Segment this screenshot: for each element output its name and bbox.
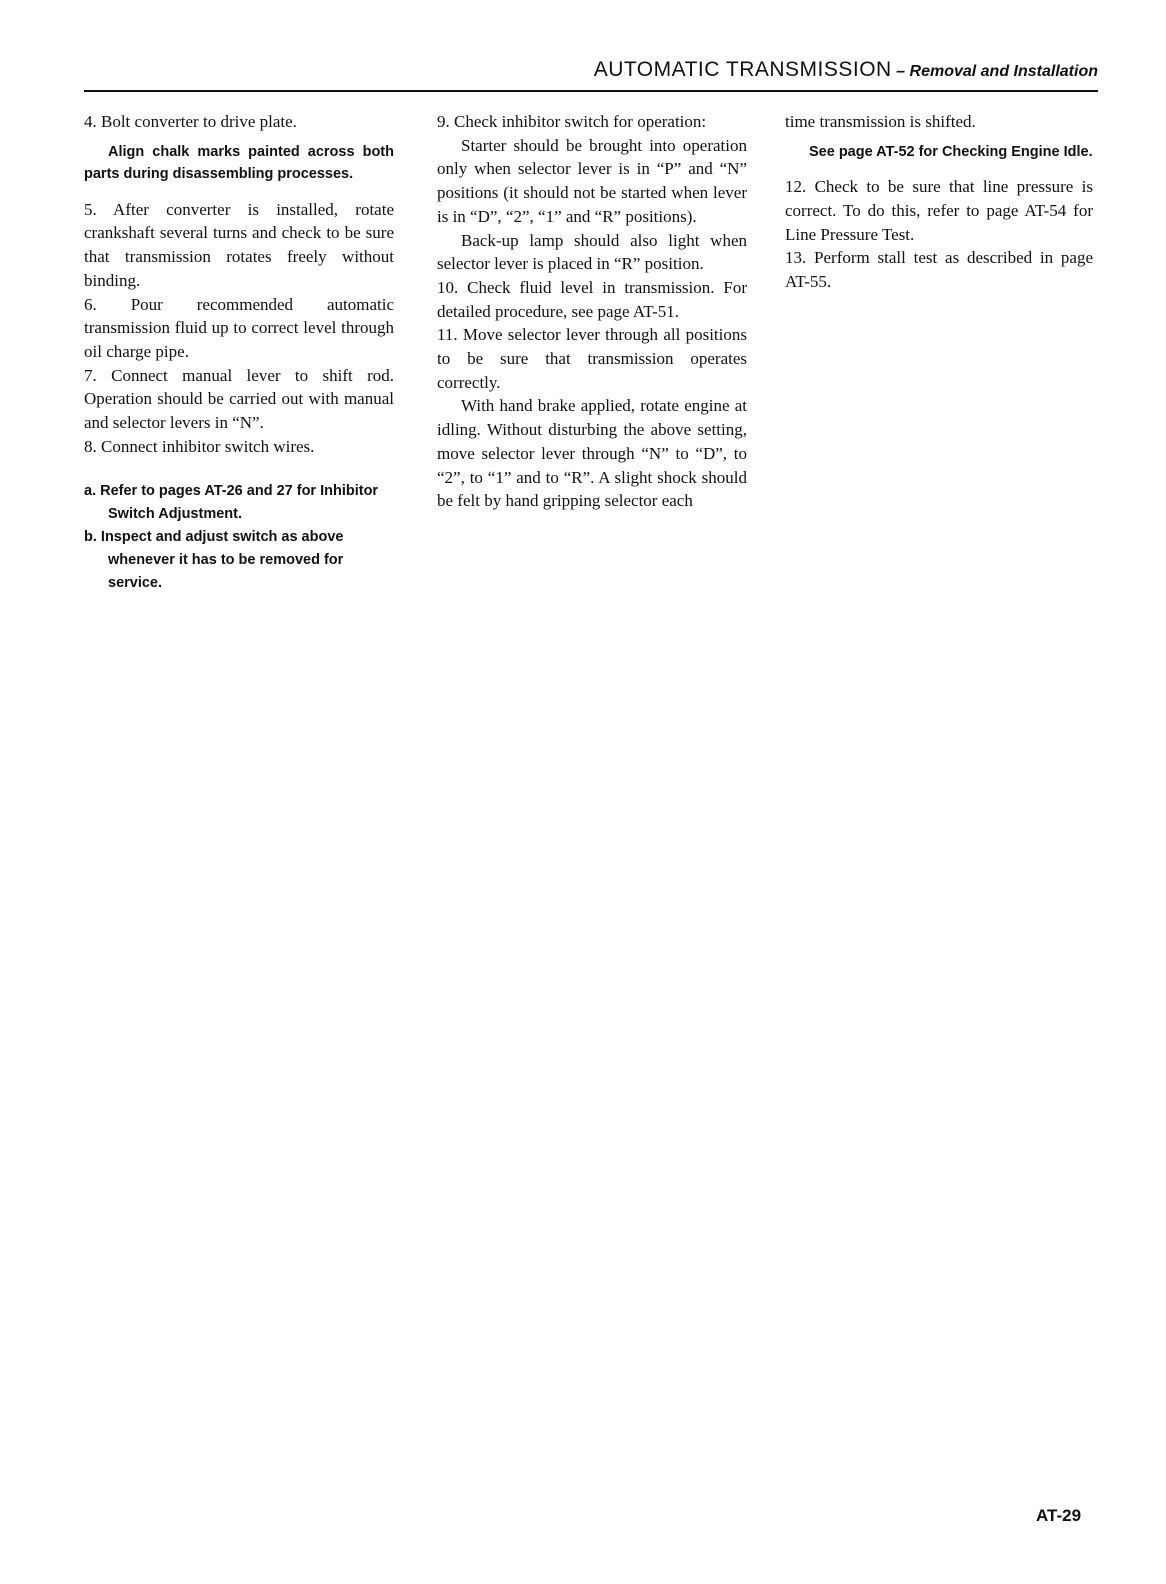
note-align-chalk-marks: Align chalk marks painted across both parts during disassembling processes.: [84, 143, 394, 183]
backup-lamp-paragraph: Back-up lamp should also light when selector lever is placed in “R” position.: [437, 230, 747, 274]
step-10: 10. Check fluid level in transmission. For detailed procedure, see page AT-51.: [437, 277, 747, 321]
step-12: 12. Check to be sure that line pressure is correct. To do this, refer to page AT-54 for Line Pressure Test.: [785, 177, 1093, 244]
header-subtitle: Removal and Installation: [909, 63, 1098, 80]
page-number: AT-29: [1036, 1506, 1082, 1525]
hand-brake-paragraph: With hand brake applied, rotate engine at idling. Without disturbing the above setting, move selector lever through “N” to “D”, to “2”, to “1” and to “R”. A slight shock should be felt by hand gripping selector each: [437, 396, 747, 511]
note-a: a. Refer to pages AT-26 and 27 for Inhibitor Switch Adjustment.: [84, 483, 379, 523]
step-4: 4. Bolt converter to drive plate.: [84, 112, 297, 131]
note-engine-idle: See page AT-52 for Checking Engine Idle.: [809, 143, 1093, 160]
starter-paragraph: Starter should be brought into operation only when selector lever is in “P” and “N” positions (it should not be started when lever is in “D”, “2”, “1” and “R” positions).: [437, 135, 747, 226]
step-11: 11. Move selector lever through all positions to be sure that transmission operates correctly.: [437, 325, 747, 392]
column-right: [785, 110, 1093, 294]
step-9: 9. Check inhibitor switch for operation:: [437, 112, 707, 131]
step-8: 8. Connect inhibitor switch wires.: [84, 436, 315, 456]
column-left: [84, 110, 394, 595]
header-dash: –: [891, 63, 910, 80]
note-b: b. Inspect and adjust switch as above whenever it has to be removed for service.: [84, 529, 344, 592]
step-5: 5. After converter is installed, rotate crankshaft several turns and check to be sure that transmission rotates freely without binding.: [84, 199, 394, 290]
step-7: 7. Connect manual lever to shift rod. Operation should be carried out with manual and selector levers in “N”.: [84, 365, 394, 433]
step-6: 6. Pour recommended automatic transmission fluid up to correct level through oil charge pipe.: [84, 294, 394, 361]
column-middle: [437, 110, 747, 513]
header-title: AUTOMATIC TRANSMISSION: [593, 58, 892, 81]
continued-text: time transmission is shifted.: [785, 112, 976, 131]
step-13: 13. Perform stall test as described in page AT-55.: [785, 248, 1093, 292]
page-header: [84, 58, 1098, 92]
